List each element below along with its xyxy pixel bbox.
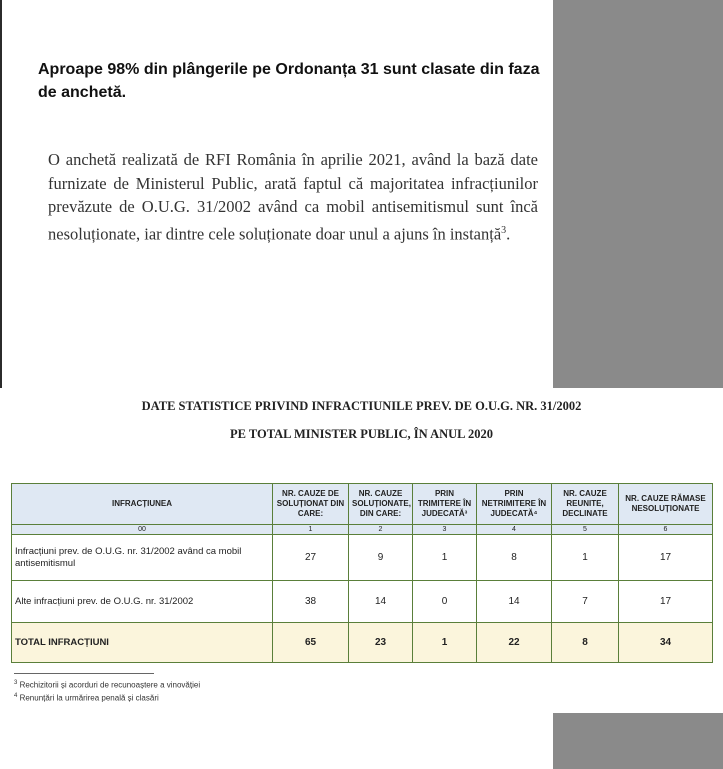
article-paragraph: O anchetă realizată de RFI România în aprilie 2021, având la bază date furnizate de Ministerul Public, arată faptul că majoritatea infracțiunilor prevăzute de O.U.G. 31/2002 având ca mobil antisemitismul sunt încă nesoluționate, iar dintre cele soluționate doar unul a ajuns în instanță$^3$. <box>48 150 538 243</box>
statistics-scan <box>0 388 723 713</box>
cell-value: 22 <box>477 623 552 663</box>
article-heading: Aproape 98% din plângerile pe Ordonanța 31 sunt clasate din faza de anchetă. <box>38 61 540 101</box>
table-column-number-row <box>12 525 713 535</box>
header-cauze-solutionate: NR. CAUZE SOLUȚIONATE, DIN CARE: <box>349 484 413 525</box>
cell-value: 34 <box>619 623 713 663</box>
cell-value: 8 <box>552 623 619 663</box>
column-number: 3 <box>413 525 477 535</box>
cell-value: 7 <box>552 581 619 623</box>
statistics-table <box>11 483 713 663</box>
header-cauze-reunite: NR. CAUZE REUNITE, DECLINATE <box>552 484 619 525</box>
page-bottom-strip <box>0 713 553 769</box>
cell-value: 23 <box>349 623 413 663</box>
header-trimitere-judecata: PRIN TRIMITERE ÎN JUDECATĂ³ <box>413 484 477 525</box>
header-infractiunea: INFRACȚIUNEA <box>12 484 273 525</box>
column-number: 00 <box>12 525 273 535</box>
footnote-mark: 3 <box>14 680 18 686</box>
cell-value: 1 <box>413 623 477 663</box>
row-label: Infracțiuni prev. de O.U.G. nr. 31/2002 având ca mobil antisemitismul <box>12 535 273 581</box>
table-row <box>12 581 713 623</box>
header-cauze-de-solutionat: NR. CAUZE DE SOLUȚIONAT DIN CARE: <box>273 484 349 525</box>
cell-value: 9 <box>349 535 413 581</box>
footnote-text: Renunțări la urmărirea penală și clasări <box>19 693 159 703</box>
footnote-divider <box>14 673 154 674</box>
footnote-item <box>14 678 554 691</box>
cell-value: 1 <box>413 535 477 581</box>
cell-value: 14 <box>349 581 413 623</box>
table-title-line2: PE TOTAL MINISTER PUBLIC, ÎN ANUL 2020 <box>230 427 493 441</box>
table-total-row <box>12 623 713 663</box>
header-netrimitere-judecata: PRIN NETRIMITERE ÎN JUDECATĂ⁴ <box>477 484 552 525</box>
article-paragraph-text: O anchetă realizată de RFI România în aprilie 2021, având la bază date furnizate de Ministerul Public, arată faptul că majoritatea infracțiunilor prevăzute de O.U.G. 31/2002 având ca mobil antisemitismul sunt încă nesoluționate, iar dintre cele soluționate doar unul a ajuns în instanță <box>48 150 538 243</box>
cell-value: 14 <box>477 581 552 623</box>
table-title-line1: DATE STATISTICE PRIVIND INFRACTIUNILE PREV. DE O.U.G. NR. 31/2002 <box>141 399 582 413</box>
footnotes <box>14 678 554 703</box>
cell-value: 8 <box>477 535 552 581</box>
cell-value: 17 <box>619 581 713 623</box>
table-header-row <box>12 484 713 525</box>
footnote-item <box>14 691 554 704</box>
column-number: 4 <box>477 525 552 535</box>
row-label: TOTAL INFRACȚIUNI <box>12 623 273 663</box>
column-number: 2 <box>349 525 413 535</box>
cell-value: 0 <box>413 581 477 623</box>
footnote-ref: 3 <box>501 224 507 236</box>
header-cauze-ramase: NR. CAUZE RĂMASE NESOLUȚIONATE <box>619 484 713 525</box>
cell-value: 17 <box>619 535 713 581</box>
table-row <box>12 535 713 581</box>
right-gray-panel <box>553 0 723 388</box>
cell-value: 1 <box>552 535 619 581</box>
bottom-gray-panel <box>553 713 723 769</box>
column-number: 5 <box>552 525 619 535</box>
column-number: 1 <box>273 525 349 535</box>
row-label: Alte infracțiuni prev. de O.U.G. nr. 31/2002 <box>12 581 273 623</box>
footnote-mark: 4 <box>14 692 18 699</box>
cell-value: 38 <box>273 581 349 623</box>
column-number: 6 <box>619 525 713 535</box>
cell-value: 65 <box>273 623 349 663</box>
cell-value: 27 <box>273 535 349 581</box>
footnote-text: Rechizitorii și acorduri de recunoaștere a vinovăției <box>19 680 201 690</box>
